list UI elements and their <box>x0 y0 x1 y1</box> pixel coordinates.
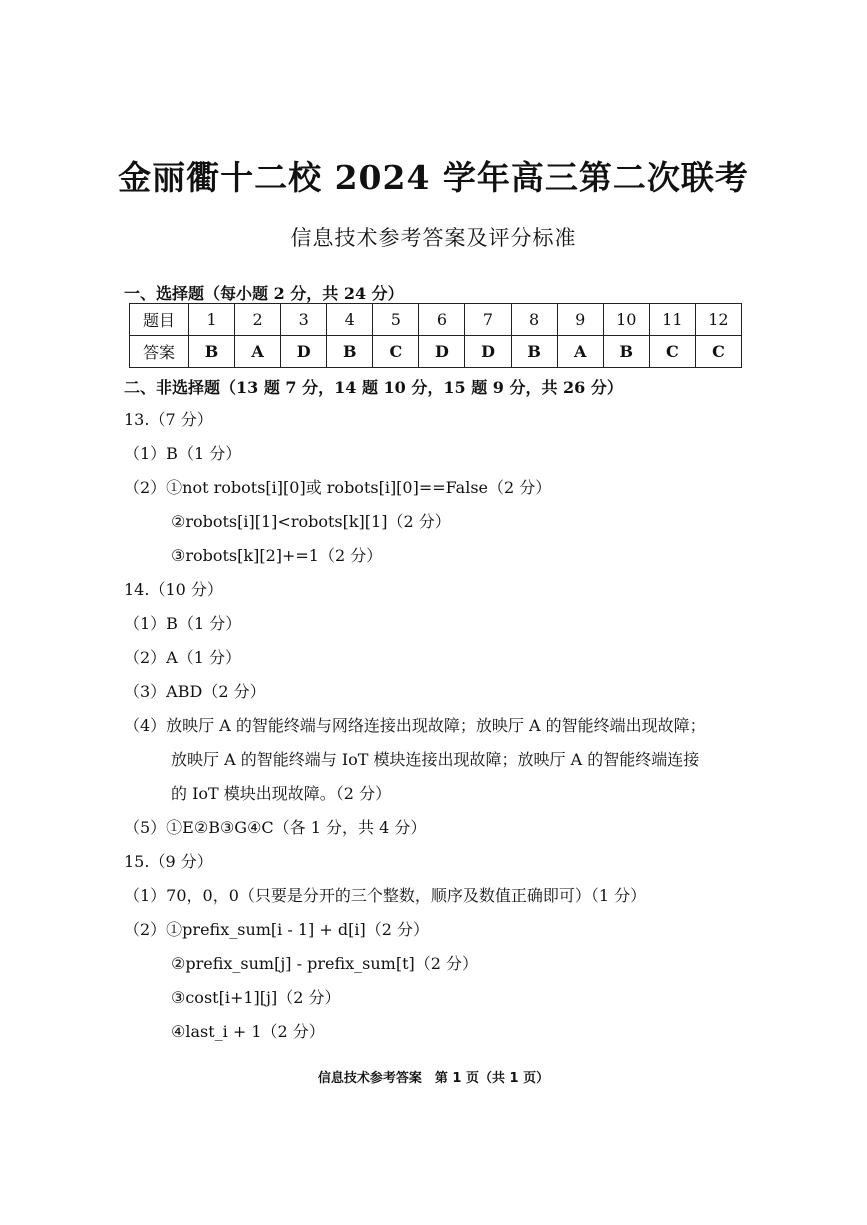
answer-cell: D <box>419 336 465 368</box>
q14-heading: 14.（10 分） <box>124 580 223 599</box>
question-number: 7 <box>465 304 511 336</box>
q15-part2-blank2: ②prefix_sum[j] - prefix_sum[t]（2 分） <box>171 954 479 973</box>
question-number: 11 <box>649 304 695 336</box>
question-number: 9 <box>557 304 603 336</box>
q14-part1: （1）B（1 分） <box>124 614 242 633</box>
answer-cell: B <box>327 336 373 368</box>
question-number: 6 <box>419 304 465 336</box>
section-multiple-choice-heading: 一、选择题（每小题 2 分，共 24 分） <box>124 284 404 303</box>
document-title: 金丽衢十二校 2024 学年高三第二次联考 <box>118 158 749 197</box>
q13-heading: 13.（7 分） <box>124 410 213 429</box>
question-number: 8 <box>511 304 557 336</box>
q14-part4-line3: 的 IoT 模块出现故障。（2 分） <box>171 784 392 803</box>
q14-part4-line2: 放映厅 A 的智能终端与 IoT 模块连接出现故障；放映厅 A 的智能终端连接 <box>171 750 700 769</box>
document-subtitle: 信息技术参考答案及评分标准 <box>290 226 577 250</box>
question-number: 12 <box>695 304 741 336</box>
q14-part2: （2）A（1 分） <box>124 648 242 667</box>
q15-part2-blank1: （2）①prefix_sum[i - 1] + d[i]（2 分） <box>124 920 429 939</box>
q13-part1: （1）B（1 分） <box>124 444 242 463</box>
q14-part4-line1: （4）放映厅 A 的智能终端与网络连接出现故障；放映厅 A 的智能终端出现故障； <box>124 716 706 735</box>
row-label-question: 题目 <box>130 304 189 336</box>
answer-cell: B <box>511 336 557 368</box>
answer-cell: D <box>281 336 327 368</box>
q15-part2-blank4: ④last_i + 1（2 分） <box>171 1022 325 1041</box>
question-number-row <box>130 304 742 336</box>
answer-cell: A <box>235 336 281 368</box>
question-number: 4 <box>327 304 373 336</box>
section-non-choice-heading: 二、非选择题（13 题 7 分，14 题 10 分，15 题 9 分，共 26 分） <box>124 378 623 397</box>
question-number: 1 <box>189 304 235 336</box>
answer-cell: B <box>603 336 649 368</box>
q13-part2-blank2: ②robots[i][1]<robots[k][1]（2 分） <box>171 512 451 531</box>
answer-row <box>130 336 742 368</box>
q14-part5: （5）①E②B③G④C（各 1 分，共 4 分） <box>124 818 427 837</box>
answer-cell: D <box>465 336 511 368</box>
answer-cell: B <box>189 336 235 368</box>
answer-cell: C <box>649 336 695 368</box>
answer-cell: A <box>557 336 603 368</box>
q15-part2-blank3: ③cost[i+1][j]（2 分） <box>171 988 341 1007</box>
answer-cell: C <box>695 336 741 368</box>
q13-part2-blank3: ③robots[k][2]+=1（2 分） <box>171 546 383 565</box>
answer-cell: C <box>373 336 419 368</box>
question-number: 3 <box>281 304 327 336</box>
q14-part3: （3）ABD（2 分） <box>124 682 266 701</box>
question-number: 2 <box>235 304 281 336</box>
answer-table <box>129 303 742 368</box>
question-number: 10 <box>603 304 649 336</box>
page-footer: 信息技术参考答案 第 1 页（共 1 页） <box>317 1071 550 1086</box>
q15-part1: （1）70，0，0（只要是分开的三个整数，顺序及数值正确即可）（1 分） <box>124 886 647 905</box>
q13-part2-blank1: （2）①not robots[i][0]或 robots[i][0]==False（2 分） <box>124 478 552 497</box>
row-label-answer: 答案 <box>130 336 189 368</box>
question-number: 5 <box>373 304 419 336</box>
q15-heading: 15.（9 分） <box>124 852 213 871</box>
